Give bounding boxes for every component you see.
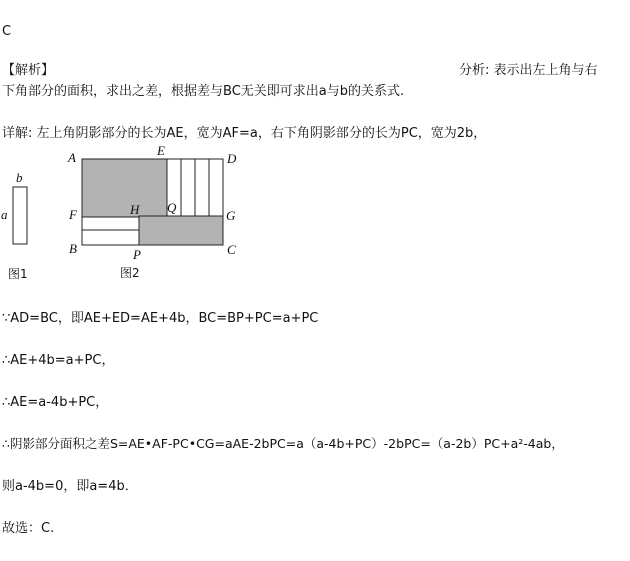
fig1-label-a: a (1, 207, 8, 222)
label-G: G (226, 208, 236, 223)
detail-line: 详解: 左上角阴影部分的长为AE，宽为AF=a，右下角阴影部分的长为PC，宽为2b， (2, 126, 487, 141)
analysis-lead: 分析: 表示出左上角与右 (459, 63, 598, 78)
step-2: ∴AE+4b=a+PC， (2, 353, 115, 368)
label-Q: Q (167, 200, 177, 215)
step-4: ∴阴影部分面积之差S=AE•AF-PC•CG=aAE-2bPC=a（a-4b+PC）-2bPC=（a-2b）PC+a²-4ab， (2, 436, 564, 451)
fig1-rect (13, 187, 27, 244)
label-H: H (130, 202, 140, 217)
label-F: F (69, 207, 77, 222)
analysis-continued: 下角部分的面积，求出之差，根据差与BC无关即可求出a与b的关系式. (2, 84, 405, 99)
label-P: P (133, 247, 141, 262)
analysis-tag: 【解析】 (2, 63, 55, 78)
label-E: E (157, 143, 165, 158)
label-C: C (227, 242, 236, 257)
answer-letter: C (2, 24, 12, 39)
fig2-caption: 图2 (120, 266, 140, 280)
fig1-caption: 图1 (8, 267, 28, 281)
fig1-label-b: b (16, 170, 23, 185)
final-answer: 故选：C. (2, 521, 55, 536)
step-1: ∵AD=BC，即AE+ED=AE+4b，BC=BP+PC=a+PC (2, 311, 319, 326)
label-A: A (68, 150, 76, 165)
top-left-shaded (82, 159, 167, 217)
step-5: 则a-4b=0，即a=4b． (2, 479, 138, 494)
label-B: B (69, 241, 77, 256)
step-3: ∴AE=a-4b+PC， (2, 395, 109, 410)
label-D: D (227, 151, 237, 166)
bottom-right-shaded (139, 216, 223, 245)
